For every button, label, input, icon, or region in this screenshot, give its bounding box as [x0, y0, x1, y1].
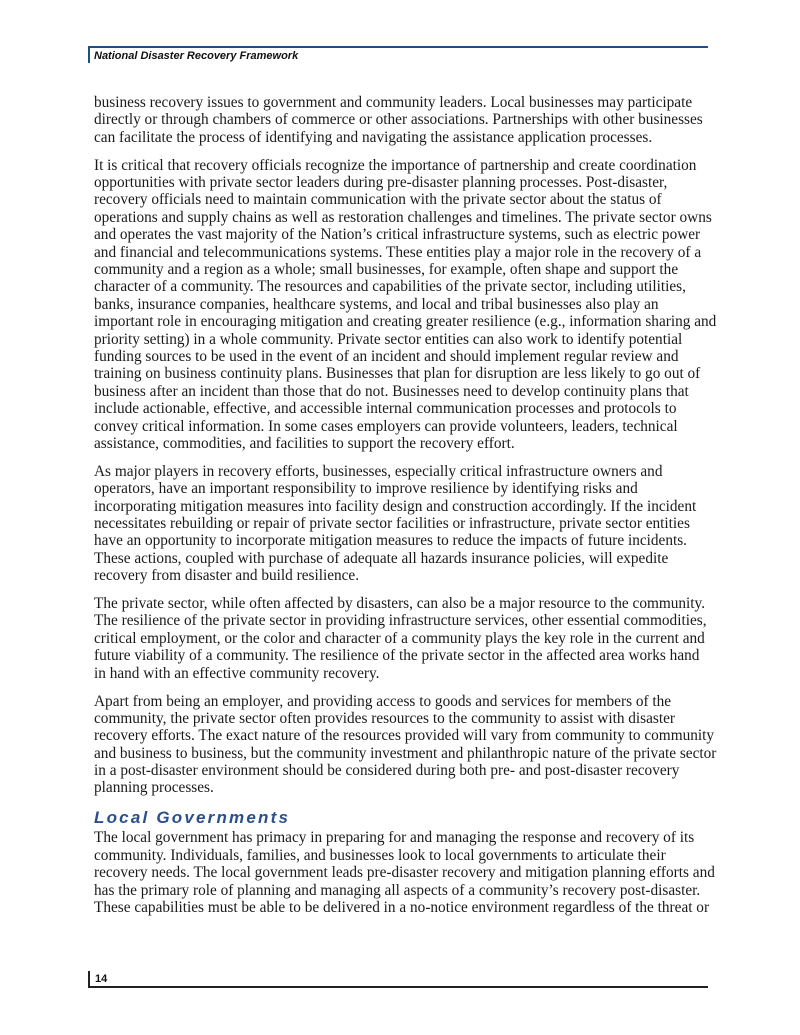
text-line: recovery officials need to maintain communication with the private sector about the status of [94, 191, 662, 209]
text-line: has the primary role of planning and managing all aspects of a community’s recovery post-disaster. [94, 881, 701, 899]
running-header-title: National Disaster Recovery Framework [94, 50, 299, 62]
text-line: character of a community. The resources and capabilities of the private sector, including utilities, [94, 278, 686, 296]
text-line: community. Individuals, families, and businesses look to local governments to articulate their [94, 846, 666, 864]
text-line: directly or through chambers of commerce or other associations. Partnerships with other businesses [94, 111, 703, 129]
text-line: planning processes. [94, 779, 214, 797]
text-line: convey critical information. In some cases employers can provide volunteers, leaders, technical [94, 417, 678, 435]
paragraph [94, 829, 734, 916]
text-line: future viability of a community. The resilience of the private sector in the affected area works hand [94, 647, 700, 665]
text-line: Apart from being an employer, and providing access to goods and services for members of the [94, 692, 672, 710]
header-rule [88, 46, 708, 48]
text-line: The resilience of the private sector in providing infrastructure services, other essential commodities, [94, 612, 707, 630]
text-line: can facilitate the process of identifying and navigating the assistance application processes. [94, 128, 653, 146]
text-line: and business to business, but the community investment and philanthropic nature of the private sector [94, 744, 717, 762]
text-line: necessitates rebuilding or repair of private sector facilities or infrastructure, private sector entities [94, 514, 690, 532]
text-line: critical employment, or the color and character of a community plays the key role in the current and [94, 629, 705, 647]
text-line: recovery needs. The local government leads pre-disaster recovery and mitigation planning efforts and [94, 864, 715, 882]
paragraph [94, 157, 734, 453]
text-line: incorporating mitigation measures into facility design and construction accordingly. If the incident [94, 497, 697, 515]
text-line: operators, have an important responsibility to improve resilience by identifying risks and [94, 480, 638, 498]
text-line: training on business continuity plans. Businesses that plan for disruption are less likely to go out of [94, 365, 701, 383]
text-line: assistance, commodities, and facilities to support the recovery effort. [94, 434, 515, 452]
text-line: community, the private sector often provides resources to the community to assist with disaster [94, 709, 676, 727]
paragraph [94, 693, 734, 797]
header-bar [88, 46, 90, 63]
text-line: have an opportunity to incorporate mitigation measures to reduce the impacts of future incidents. [94, 532, 688, 550]
text-line: community and a region as a whole; small businesses, for example, often shape and support the [94, 261, 679, 279]
text-line: important role in encouraging mitigation and creating greater resilience (e.g., information sharing and [94, 313, 717, 331]
footer-rule [88, 986, 708, 988]
text-line: priority setting) in a whole community. Private sector entities can also work to identify potential [94, 330, 683, 348]
text-line: The private sector, while often affected by disasters, can also be a major resource to the community. [94, 595, 706, 613]
text-line: The local government has primacy in preparing for and managing the response and recovery of its [94, 829, 695, 847]
text-line: funding sources to be used in the event of an incident and should implement regular review and [94, 347, 679, 365]
page-number: 14 [95, 973, 108, 985]
text-line: recovery efforts. The exact nature of the resources provided will vary from community to community [94, 727, 715, 745]
text-line: and financial and telecommunications systems. These entities play a major role in the recovery of a [94, 243, 702, 261]
page-body [94, 94, 734, 927]
text-line: These capabilities must be able to be delivered in a no-notice environment regardless of the threat or [94, 898, 710, 916]
paragraph [94, 463, 734, 585]
text-line: banks, insurance companies, healthcare systems, and local and tribal businesses also play an [94, 295, 659, 313]
text-line: in a post-disaster environment should be considered during both pre- and post-disaster recovery [94, 762, 680, 780]
text-line: include actionable, effective, and accessible internal communication processes and protocols to [94, 400, 677, 418]
body-text-after [94, 829, 734, 916]
text-line: in hand with an effective community recovery. [94, 664, 380, 682]
paragraph [94, 94, 734, 146]
text-line: operations and supply chains as well as restoration challenges and timelines. The private sector owns [94, 208, 712, 226]
text-line: recovery from disaster and build resilience. [94, 567, 360, 585]
text-line: It is critical that recovery officials recognize the importance of partnership and create coordination [94, 156, 697, 174]
section-heading: Local Governments [94, 808, 291, 828]
text-line: and operates the vast majority of the Nation’s critical infrastructure systems, such as electric power [94, 226, 701, 244]
text-line: opportunities with private sector leaders during pre-disaster planning processes. Post-disaster, [94, 174, 668, 192]
text-line: business after an incident than those that do not. Businesses need to develop continuity plans that [94, 382, 689, 400]
text-line: As major players in recovery efforts, businesses, especially critical infrastructure owners and [94, 462, 663, 480]
text-line: These actions, coupled with purchase of adequate all hazards insurance policies, will expedite [94, 549, 669, 567]
text-line: business recovery issues to government and community leaders. Local businesses may participate [94, 94, 693, 111]
paragraph [94, 595, 734, 682]
body-text-before [94, 94, 734, 797]
